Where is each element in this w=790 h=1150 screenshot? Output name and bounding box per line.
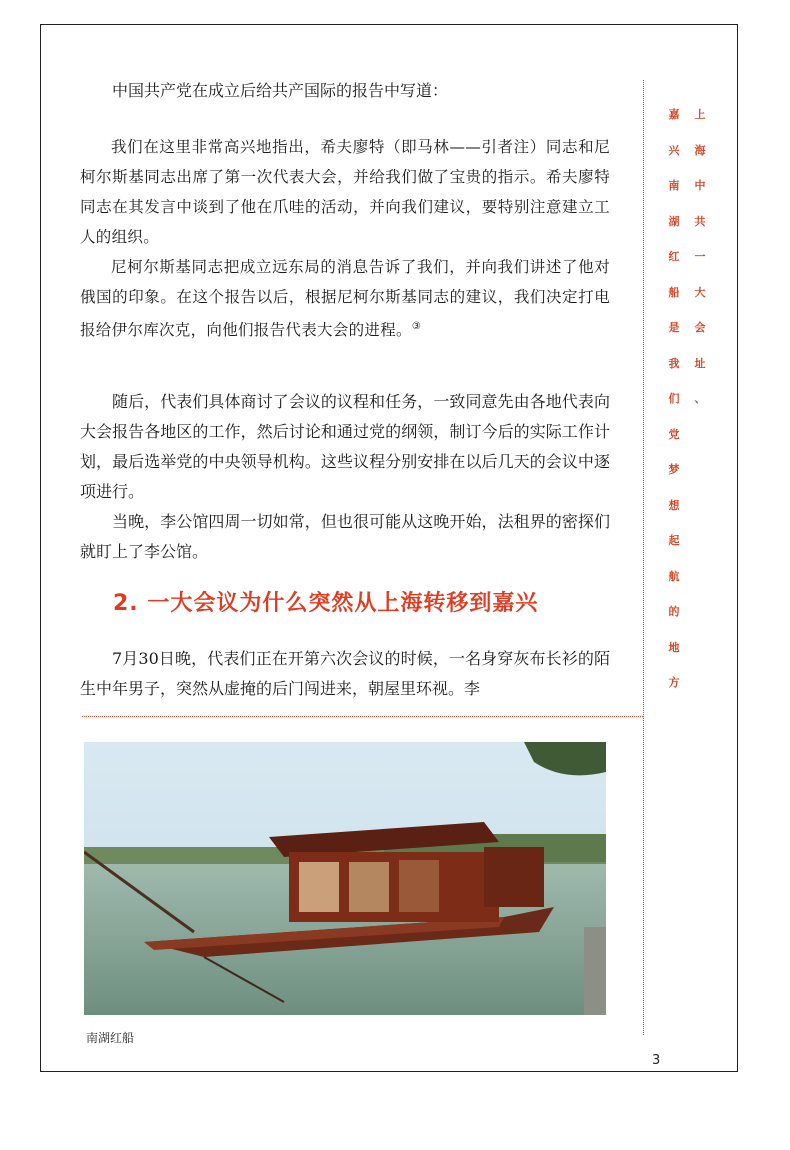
sidebar-char: 梦 [668,463,680,476]
red-boat-photo [84,742,606,1015]
quote-paragraph-2 [80,252,610,345]
sidebar-char: 我 [668,356,680,370]
sidebar-char: 共 [694,214,706,228]
sidebar-char: 嘉 [668,108,680,121]
sidebar-char: 红 [668,250,680,263]
sidebar-char: 、 [694,392,706,405]
sidebar-char: 会 [694,321,706,334]
photo-divider [82,716,643,717]
sidebar-char: 地 [668,640,680,654]
quote-paragraph-1: 我们在这里非常高兴地指出，希夫廖特（即马林——引者注）同志和尼柯尔斯基同志出席了第一次代表大会，并给我们做了宝贵的指示。希夫廖特同志在其发言中谈到了他在爪哇的活动，并向我们建议，要特别注意建立工人的组织。 [80,138,610,246]
sidebar-char: 们 [668,392,680,405]
sidebar-char: 中 [694,179,706,192]
sidebar-column-left [665,108,683,712]
sidebar-char: 一 [694,250,706,263]
sidebar-char: 党 [668,427,680,441]
photo-caption: 南湖红船 [86,1031,135,1045]
sidebar-char: 兴 [668,143,680,157]
body-paragraph-2: 当晚，李公馆四周一切如常，但也很可能从这晚开始，法租界的密探们就盯上了李公馆。 [80,512,610,561]
section-paragraph-1: 7月30日晚，代表们正在开第六次会议的时候，一名身穿灰布长衫的陌生中年男子，突然从虚掩的后门闯进来，朝屋里环视。李 [80,649,610,698]
sidebar-char: 起 [668,534,680,547]
section-heading: 2. 一大会议为什么突然从上海转移到嘉兴 [113,591,539,616]
footnote-marker: ③ [411,321,422,332]
sidebar-char: 是 [668,321,680,334]
intro-block [80,76,610,106]
sidebar-char: 大 [694,285,706,299]
sidebar-column-right [691,108,709,428]
sidebar-char: 海 [694,143,706,157]
quote-paragraph-2-text: 尼柯尔斯基同志把成立远东局的消息告诉了我们，并向我们讲述了他对俄国的印象。在这个报告以后，根据尼柯尔斯基同志的建议，我们决定打电报给伊尔库次克，向他们报告代表大会的进程。 [80,258,610,340]
sidebar-char: 上 [694,108,706,121]
sidebar-divider [643,80,644,1035]
body-paragraph-1: 随后，代表们具体商讨了会议的议程和任务，一致同意先由各地代表向大会报告各地区的工作，然后讨论和通过党的纲领，制订今后的实际工作计划，最后选举党的中央领导机构。这些议程分别安排在以后几天的会议中逐项进行。 [80,392,610,501]
sidebar-char: 湖 [668,214,680,228]
sidebar-char: 想 [668,498,680,512]
intro-paragraph: 中国共产党在成立后给共产国际的报告中写道： [112,81,449,100]
quote-block [80,132,610,345]
sidebar-char: 船 [668,285,680,299]
section-body [80,644,610,704]
sidebar-char: 方 [668,676,680,689]
page-number: 3 [652,1053,661,1068]
body-block [80,387,610,567]
red-boat-illustration [84,742,606,1015]
sidebar-char: 的 [668,605,680,618]
sidebar-char: 南 [668,179,680,192]
sidebar-char: 址 [694,356,706,370]
sidebar-char: 航 [668,569,680,583]
